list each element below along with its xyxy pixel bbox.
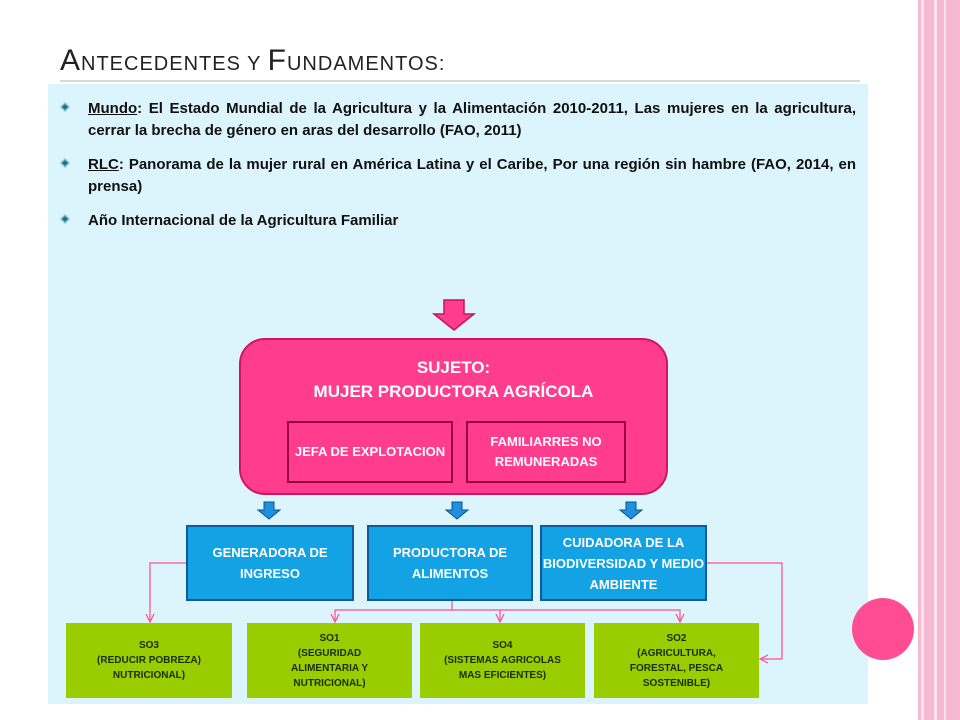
title-text: NTECEDENTES Y [81,53,268,75]
role-cuidadora: CUIDADORA DE LA BIODIVERSIDAD Y MEDIO AMBIENTE [540,525,707,601]
objective-desc: (AGRICULTURA, FORESTAL, PESCA SOSTENIBLE) [629,647,724,689]
bullet-text: : El Estado Mundial de la Agricultura y la Alimentación 2010-2011, Las mujeres en la agricultura, cerrar la brecha de género en aras del desarrollo (FAO, 2011) [88,100,856,139]
down-arrow-icon [258,502,280,519]
objective-so4 [420,623,585,698]
role-box-jefa: JEFA DE EXPLOTACION [287,421,453,483]
objective-code: SO4 [492,640,513,651]
connector-line [335,610,680,620]
down-arrow-icon [446,502,468,519]
subject-title-line: MUJER PRODUCTORA AGRÍCOLA [313,382,594,401]
bullet-label: RLC [88,156,119,173]
decorative-circle [852,598,914,660]
objective-code: SO1 [319,632,340,644]
role-productora: PRODUCTORA DE ALIMENTOS [367,525,533,601]
title-text: UNDAMENTOS: [286,53,446,75]
objective-so2 [594,623,759,698]
objective-so1 [247,623,412,698]
down-arrow-icon [434,300,474,330]
bullet-text: : Panorama de la mujer rural en América Latina y el Caribe, Por una región sin hambre (FAO, 2014, en prensa) [88,156,856,195]
bullet-text: Año Internacional de la Agricultura Familiar [88,212,399,229]
subject-box [239,338,668,495]
objective-desc: (REDUCIR POBREZA) NUTRICIONAL) [97,655,201,681]
role-box-familiares: FAMILIARRES NO REMUNERADAS [466,421,626,483]
subject-title-line: SUJETO: [416,358,491,377]
role-generadora: GENERADORA DE INGRESO [186,525,354,601]
objective-desc: (SEGURIDAD ALIMENTARIA Y NUTRICIONAL) [290,647,369,689]
subject-title [241,356,666,404]
connector-line [150,563,186,620]
bullet-label: Mundo [88,100,138,117]
objective-desc: (SISTEMAS AGRICOLAS MAS EFICIENTES) [444,655,561,681]
objective-code: SO2 [666,632,687,644]
down-arrow-icon [620,502,642,519]
objective-so3 [66,623,232,698]
objective-code: SO3 [138,640,159,651]
title-cap: A [60,44,82,77]
title-cap: F [267,44,287,77]
